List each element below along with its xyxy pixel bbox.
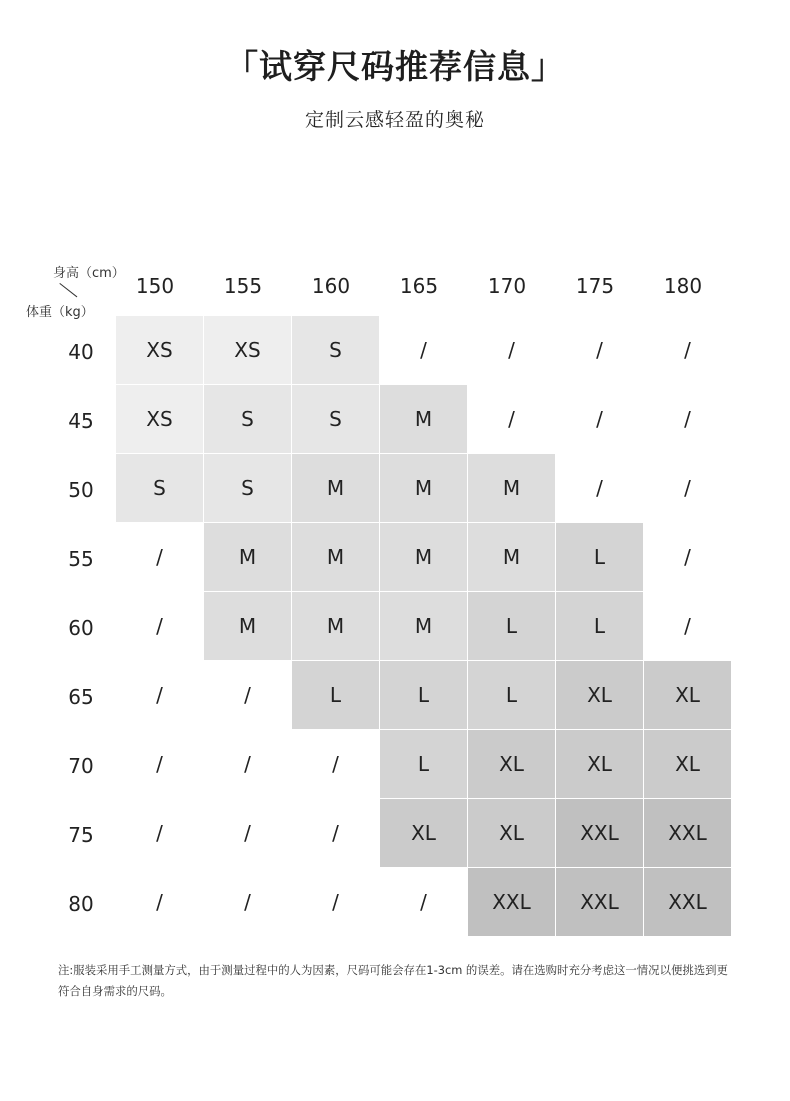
row-header-weight: 50: [68, 478, 94, 502]
size-cell: L: [468, 661, 556, 730]
size-cell: S: [204, 454, 292, 523]
size-cell: M: [380, 454, 468, 523]
column-header-height: 170: [487, 274, 527, 298]
size-cell-unavailable: /: [644, 523, 732, 592]
page-subtitle: 定制云感轻盈的奥秘: [304, 109, 485, 131]
column-header-height: 160: [311, 274, 351, 298]
size-cell-unavailable: /: [644, 385, 732, 454]
weight-axis-label: 体重（kg）: [26, 305, 94, 320]
row-header-weight: 45: [68, 409, 94, 433]
size-cell: M: [204, 523, 292, 592]
size-cell: L: [380, 661, 468, 730]
size-cell-unavailable: /: [204, 868, 292, 937]
size-cell: XL: [468, 730, 556, 799]
size-cell: M: [468, 523, 556, 592]
row-header-weight: 55: [68, 547, 94, 571]
size-cell-unavailable: /: [292, 730, 380, 799]
size-cell-unavailable: /: [644, 316, 732, 385]
size-cell: M: [292, 523, 380, 592]
size-cell: XL: [380, 799, 468, 868]
size-cell-unavailable: /: [292, 868, 380, 937]
size-cell: XL: [556, 730, 644, 799]
height-axis-label: 身高（cm）: [53, 266, 125, 281]
size-cell: M: [292, 454, 380, 523]
size-cell-unavailable: /: [556, 385, 644, 454]
size-cell: XL: [468, 799, 556, 868]
size-cell-unavailable: /: [292, 799, 380, 868]
size-cell: XXL: [556, 868, 644, 937]
size-cell-unavailable: /: [116, 730, 204, 799]
size-cell: XXL: [556, 799, 644, 868]
size-cell: L: [380, 730, 468, 799]
size-cell: S: [292, 316, 380, 385]
size-cell: M: [380, 523, 468, 592]
row-header-weight: 75: [68, 823, 94, 847]
size-cell-unavailable: /: [380, 316, 468, 385]
size-cell: S: [116, 454, 204, 523]
size-cell-unavailable: /: [556, 316, 644, 385]
size-cell: S: [204, 385, 292, 454]
size-cell-unavailable: /: [380, 868, 468, 937]
size-cell: XXL: [644, 799, 732, 868]
column-header-height: 175: [575, 274, 615, 298]
size-cell: L: [556, 592, 644, 661]
column-header-height: 155: [223, 274, 263, 298]
size-cell-unavailable: /: [644, 592, 732, 661]
size-cell-unavailable: /: [204, 799, 292, 868]
size-cell: XS: [204, 316, 292, 385]
size-cell: M: [380, 592, 468, 661]
size-cell: XS: [116, 316, 204, 385]
axis-divider-line: [59, 283, 77, 298]
size-cell: M: [292, 592, 380, 661]
size-cell-unavailable: /: [204, 730, 292, 799]
size-cell: S: [292, 385, 380, 454]
size-cell: XL: [644, 730, 732, 799]
size-cell-unavailable: /: [116, 799, 204, 868]
size-cell-unavailable: /: [468, 316, 556, 385]
size-cell: L: [292, 661, 380, 730]
size-cell: XXL: [644, 868, 732, 937]
size-cell: M: [468, 454, 556, 523]
row-header-weight: 60: [68, 616, 94, 640]
size-cell: M: [380, 385, 468, 454]
column-header-height: 150: [135, 274, 175, 298]
size-cell: XL: [556, 661, 644, 730]
size-cell: L: [468, 592, 556, 661]
row-header-weight: 40: [68, 340, 94, 364]
size-cell-unavailable: /: [116, 661, 204, 730]
size-cell: M: [204, 592, 292, 661]
size-cell-unavailable: /: [116, 868, 204, 937]
size-cell: XL: [644, 661, 732, 730]
size-cell: L: [556, 523, 644, 592]
column-header-height: 180: [663, 274, 703, 298]
size-note: 注:服装采用手工测量方式，由于测量过程中的人为因素，尺码可能会存在1-3cm 的误差。请在选购时充分考虑这一情况以便挑选到更符合自身需求的尺码。: [58, 963, 728, 998]
size-cell-unavailable: /: [116, 523, 204, 592]
page-title: 「试穿尺码推荐信息」: [225, 47, 565, 86]
row-header-weight: 80: [68, 892, 94, 916]
row-header-weight: 65: [68, 685, 94, 709]
size-cell-unavailable: /: [204, 661, 292, 730]
row-header-weight: 70: [68, 754, 94, 778]
size-cell: XXL: [468, 868, 556, 937]
size-cell-unavailable: /: [556, 454, 644, 523]
size-cell: XS: [116, 385, 204, 454]
size-cell-unavailable: /: [468, 385, 556, 454]
column-header-height: 165: [399, 274, 439, 298]
size-cell-unavailable: /: [644, 454, 732, 523]
size-cell-unavailable: /: [116, 592, 204, 661]
